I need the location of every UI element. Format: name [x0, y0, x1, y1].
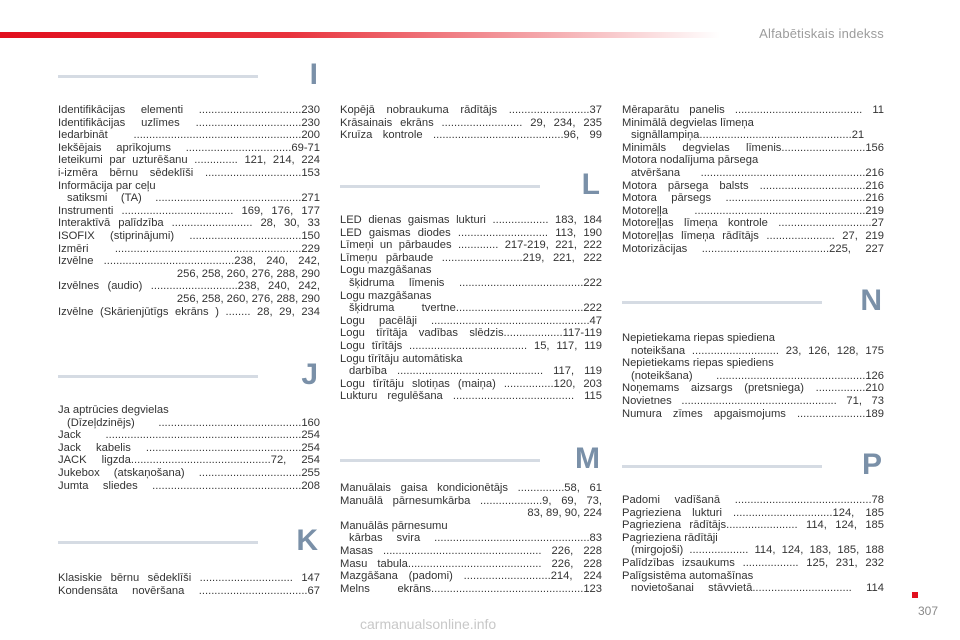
section-letter: M [575, 442, 600, 475]
index-entry[interactable]: Jukebox (atskaņošana) .................................255 [58, 466, 320, 479]
index-entry[interactable]: Lukturu regulēšana ....................................... 115 [340, 390, 602, 403]
index-entry[interactable]: Izmēri ............................................................229 [58, 242, 320, 255]
index-entry[interactable]: Kopējā nobraukuma rādītājs ..........................37 [340, 104, 602, 116]
entry-list [58, 104, 320, 318]
index-entry[interactable]: Jack ...............................................................254 [58, 429, 320, 442]
index-entry[interactable]: Manuālais gaisa kondicionētājs ...............58, 61 [340, 482, 602, 494]
section-rule [622, 301, 822, 304]
section-rule [340, 185, 540, 188]
section-letter: J [301, 358, 318, 391]
section-letter: L [581, 168, 600, 201]
section-rule [340, 459, 540, 462]
entry-list [58, 404, 320, 492]
section-header [58, 358, 320, 398]
index-entry[interactable]: ISOFIX (stiprinājumi) ....................................150 [58, 229, 320, 242]
watermark-text: carmanualsonline.info [360, 616, 497, 632]
section-header [58, 524, 320, 564]
header-accent-bar [0, 32, 720, 38]
index-entry[interactable]: LED gaismas diodes ............................. 113, 190 [340, 226, 602, 239]
section-header [340, 442, 602, 482]
index-entry[interactable]: LED dienas gaismas lukturi .................. 183, 184 [340, 214, 602, 226]
index-entry[interactable]: kārbas svira ..................................................83 [349, 532, 602, 545]
index-entry[interactable]: Motorizācijas .........................................225, 227 [622, 242, 884, 255]
index-entry[interactable]: Logu tīrītājs ...................................... 15, 117, 119 [340, 339, 602, 352]
index-entry[interactable]: Motoreļļa .......................................................219 [622, 204, 884, 217]
index-entry[interactable]: Masu tabula........................................... 226, 228 [340, 557, 602, 570]
index-entry[interactable]: Pagrieziena rādītājs....................... 114, 124, 185 [622, 519, 884, 532]
index-entry[interactable]: Minimāls degvielas līmenis...........................156 [622, 141, 884, 154]
index-entry[interactable]: Manuālā pārnesumkārba ....................9, 69, 73, [340, 494, 602, 507]
index-entry-continuation: 83, 89, 90, 224 [527, 507, 602, 520]
index-entry[interactable]: Ieteikumi par uzturēšanu .............. 121, 214, 224 [58, 154, 320, 167]
index-entry[interactable]: (noteikšana) ................................................126 [631, 369, 884, 382]
section-k [58, 524, 320, 597]
index-entry[interactable]: (mirgojoši) ................... 114, 124, 183, 185, 188 [631, 544, 884, 557]
index-entry[interactable]: signāllampiņa.................................................21 [631, 129, 865, 142]
page-number: 307 [918, 604, 939, 618]
index-entry[interactable]: Masas ................................................... 226, 228 [340, 544, 602, 557]
section-letter: N [860, 284, 882, 317]
index-entry[interactable]: Izvēlne (Skārienjūtīgs ekrāns ) ........ 28, 29, 234 [58, 305, 320, 318]
section-letter: P [861, 448, 882, 481]
index-entry: Ja aptrūcies degvielas [58, 404, 169, 416]
section-header [58, 58, 320, 98]
section-rule [58, 541, 258, 544]
index-entry[interactable]: Logu tīrītāja vadības slēdzis...................117-119 [340, 327, 602, 340]
section-rule [58, 75, 258, 78]
index-entry[interactable]: Motoreļļas līmeņa kontrole ..............................27 [622, 217, 884, 230]
index-entry[interactable]: Izvēlne ..........................................238, 240, 242, [58, 255, 320, 268]
entry-list [340, 214, 602, 403]
index-entry[interactable]: Jumta sliedes ................................................208 [58, 479, 320, 492]
index-entry[interactable]: Melns ekrāns.................................................123 [340, 582, 602, 595]
index-entry: Nepietiekama riepas spiediena [622, 332, 775, 344]
section-header [340, 168, 602, 208]
section-rule [58, 375, 258, 378]
index-entry[interactable]: Pagrieziena lukturi ................................124, 185 [622, 506, 884, 519]
index-entry[interactable]: Līmeņu pārbaude ..........................219, 221, 222 [340, 251, 602, 264]
index-entry[interactable]: Instrumenti .................................... 169, 176, 177 [58, 204, 320, 217]
section-i [58, 58, 320, 318]
index-entry[interactable]: Mazgāšana (padomi) ............................214, 224 [340, 570, 602, 583]
section-n [622, 284, 884, 420]
index-entry: Palīgsistēma automašīnas [622, 569, 754, 582]
index-entry[interactable]: novietošanai stāvvietā................................ 114 [631, 582, 884, 595]
header-title: Alfabētiskais indekss [759, 26, 884, 41]
index-entry[interactable]: Jack kabelis ..................................................254 [58, 441, 320, 454]
index-entry[interactable]: Kondensāta novēršana ...................................67 [58, 584, 320, 597]
index-entry[interactable]: Logu pacēlāji ...................................................47 [340, 314, 602, 327]
section-k-continued [340, 104, 602, 142]
index-entry: Motora nodalījuma pārsega [622, 154, 759, 167]
index-entry: Pagrieziena rādītāji [622, 531, 718, 544]
index-entry: Nepietiekams riepas spiediens [622, 357, 774, 370]
index-entry[interactable]: Motora pārsegs .............................................216 [622, 192, 884, 205]
index-entry[interactable]: šķidruma tvertne.........................................222 [349, 302, 602, 315]
index-entry[interactable]: Līmeņi un pārbaudes ............. 217-219, 221, 222 [340, 239, 602, 252]
entry-list [622, 104, 884, 255]
section-header [622, 284, 884, 324]
index-entry[interactable]: šķidruma līmenis ........................................222 [349, 276, 602, 289]
index-entry[interactable]: (Dīzeļdzinējs) ..............................................160 [67, 416, 320, 429]
section-l [340, 168, 602, 403]
section-m-continued [622, 104, 884, 255]
index-entry[interactable]: Palīdzības izsaukums .................. 125, 231, 232 [622, 556, 884, 569]
index-entry[interactable]: darbība ............................................... 117, 119 [349, 365, 602, 378]
section-rule [622, 465, 822, 468]
index-entry[interactable]: Iedarbināt ......................................................200 [58, 129, 320, 142]
index-entry[interactable]: Novietnes .................................................. 71, 73 [622, 394, 884, 407]
index-entry[interactable]: noteikšana ............................ 23, 126, 128, 175 [631, 344, 884, 357]
index-entry[interactable]: Padomi vadīšanā ............................................78 [622, 494, 884, 506]
index-entry[interactable]: Iekšējais aprīkojums ..................................69-71 [58, 141, 320, 154]
index-entry[interactable]: Interaktīvā palīdzība .......................... 28, 30, 33 [58, 217, 320, 230]
index-entry[interactable]: Klasiskie bērnu sēdeklīši .............................. 147 [58, 572, 320, 584]
index-entry: Manuālās pārnesumu [340, 519, 448, 532]
section-m [340, 442, 602, 595]
index-entry[interactable]: Motoreļļas līmeņa rādītājs ...................... 27, 219 [622, 229, 884, 242]
index-entry[interactable]: Identifikācijas uzlīmes ..................................230 [58, 116, 320, 129]
section-header [622, 448, 884, 488]
entry-list [58, 572, 320, 597]
entry-list [340, 104, 602, 142]
index-entry[interactable]: Numura zīmes apgaismojums ......................189 [622, 407, 884, 420]
entry-list [622, 332, 884, 420]
index-entry: Logu mazgāšanas [340, 264, 432, 277]
index-entry[interactable]: Motora pārsega balsts ..................................216 [622, 179, 884, 192]
index-entry-continuation: 256, 258, 260, 276, 288, 290 [176, 292, 320, 305]
index-entry[interactable]: JACK ligzda.............................................72, 254 [58, 454, 320, 467]
index-entry[interactable]: Mēraparātu panelis ......................................... 11 [622, 104, 884, 116]
index-entry[interactable]: satiksmi (TA) ...............................................271 [67, 192, 320, 205]
footer-accent-mark [912, 592, 918, 598]
index-entry-continuation: 256, 258, 260, 276, 288, 290 [176, 267, 320, 280]
index-entry: Logu tīrītāju automātiska [340, 352, 463, 365]
section-p [622, 448, 884, 595]
section-j [58, 358, 320, 492]
index-entry[interactable]: Logu tīrītāju slotiņas (maiņa) ................120, 203 [340, 377, 602, 390]
entry-list [622, 494, 884, 595]
index-entry[interactable]: i-izmēra bērnu sēdeklīši ...............................153 [58, 166, 320, 179]
section-letter: K [296, 524, 318, 557]
index-entry: Logu mazgāšanas [340, 289, 432, 302]
index-entry[interactable]: atvēršana .....................................................216 [631, 166, 884, 179]
section-letter: I [309, 58, 318, 91]
index-entry[interactable]: Noņemams aizsargs (pretsniega) ................210 [622, 382, 884, 395]
index-entry[interactable]: Identifikācijas elementi .................................230 [58, 104, 320, 116]
index-entry: Minimālā degvielas līmeņa [622, 116, 754, 129]
index-entry: Informācija par ceļu [58, 179, 156, 192]
index-entry[interactable]: Izvēlnes (audio) ............................238, 240, 242, [58, 280, 320, 293]
entry-list [340, 482, 602, 595]
index-entry[interactable]: Krāsainais ekrāns .......................... 29, 234, 235 [340, 116, 602, 129]
index-entry[interactable]: Kruīza kontrole ..........................................96, 99 [340, 129, 602, 142]
